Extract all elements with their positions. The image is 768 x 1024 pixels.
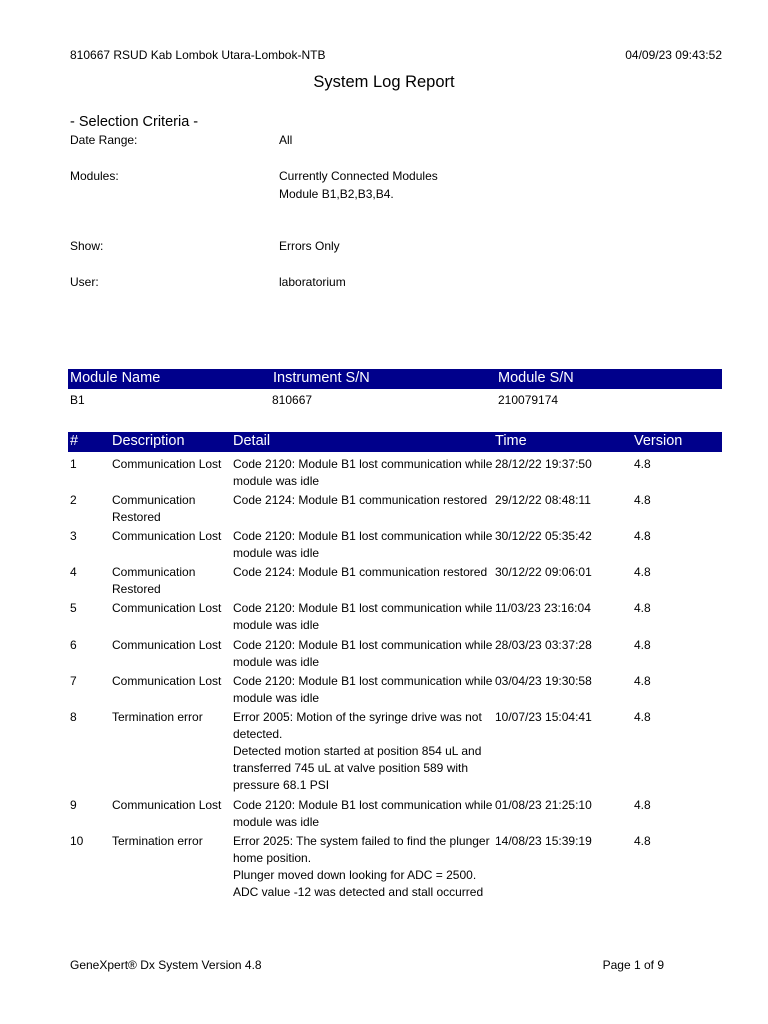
row-version: 4.8	[634, 601, 651, 615]
row-number: 4	[70, 565, 77, 579]
row-description: Communication Lost	[112, 601, 222, 615]
row-detail: Code 2120: Module B1 lost communication while module was idle	[233, 674, 493, 705]
num-header: #	[70, 433, 79, 449]
instrument-sn-cell: 810667	[272, 393, 313, 407]
row-number: 6	[70, 638, 77, 652]
row-detail: Code 2120: Module B1 lost communication while module was idle	[233, 457, 493, 488]
row-version: 4.8	[634, 638, 651, 652]
user-value: laboratorium	[279, 275, 346, 289]
row-description: Communication Lost	[112, 638, 222, 652]
row-detail: Code 2120: Module B1 lost communication while module was idle	[233, 638, 493, 669]
row-description: Communication Lost	[112, 457, 222, 471]
instrument-sn-header: Instrument S/N	[273, 370, 370, 386]
log-table-header	[68, 432, 722, 452]
row-number: 9	[70, 798, 77, 812]
row-description: Termination error	[112, 834, 203, 848]
row-number: 2	[70, 493, 77, 507]
show-label: Show:	[70, 239, 104, 253]
row-detail: Code 2124: Module B1 communication restored	[233, 493, 488, 507]
row-time: 14/08/23 15:39:19	[495, 834, 592, 848]
row-description: Communication Lost	[112, 529, 222, 543]
row-time: 30/12/22 05:35:42	[495, 529, 592, 543]
row-version: 4.8	[634, 457, 651, 471]
row-time: 11/03/23 23:16:04	[495, 601, 591, 615]
date-range-value: All	[279, 133, 293, 147]
row-detail: Code 2120: Module B1 lost communication while module was idle	[233, 601, 493, 632]
module-name-cell: B1	[70, 393, 85, 407]
detail-header: Detail	[233, 433, 271, 449]
show-value: Errors Only	[279, 239, 340, 253]
description-header: Description	[112, 433, 185, 449]
row-number: 5	[70, 601, 77, 615]
page-title: System Log Report	[313, 73, 455, 91]
row-version: 4.8	[634, 565, 651, 579]
row-time: 01/08/23 21:25:10	[495, 798, 592, 812]
row-number: 7	[70, 674, 77, 688]
row-description: Communication Lost	[112, 674, 222, 688]
module-name-header: Module Name	[70, 370, 161, 386]
module-sn-header: Module S/N	[498, 370, 574, 386]
row-version: 4.8	[634, 798, 651, 812]
row-time: 28/12/22 19:37:50	[495, 457, 592, 471]
row-number: 10	[70, 834, 84, 848]
module-table-header	[68, 369, 722, 389]
site-name: 810667 RSUD Kab Lombok Utara-Lombok-NTB	[70, 48, 326, 62]
row-time: 28/03/23 03:37:28	[495, 638, 592, 652]
modules-value-line1: Currently Connected Modules	[279, 169, 438, 183]
modules-label: Modules:	[70, 169, 119, 183]
row-version: 4.8	[634, 834, 651, 848]
user-label: User:	[70, 275, 99, 289]
row-number: 3	[70, 529, 77, 543]
module-sn-cell: 210079174	[498, 393, 559, 407]
row-detail: Error 2025: The system failed to find the plunger home position. Plunger moved down looking for ADC = 2500. ADC value -12 was detected and stall occurred	[233, 834, 490, 899]
row-detail: Error 2005: Motion of the syringe drive was not detected. Detected motion started at position 854 uL and transferred 745 uL at valve position 589 with pressure 68.1 PSI	[233, 710, 482, 792]
row-detail: Code 2120: Module B1 lost communication while module was idle	[233, 529, 493, 560]
row-time: 03/04/23 19:30:58	[495, 674, 592, 688]
row-time: 29/12/22 08:48:11	[495, 493, 591, 507]
date-range-label: Date Range:	[70, 133, 138, 147]
row-time: 30/12/22 09:06:01	[495, 565, 592, 579]
row-version: 4.8	[634, 710, 651, 724]
module-table-row	[68, 392, 722, 410]
footer-system-version: GeneXpert® Dx System Version 4.8	[70, 958, 262, 972]
row-detail: Code 2120: Module B1 lost communication while module was idle	[233, 798, 493, 829]
row-time: 10/07/23 15:04:41	[495, 710, 592, 724]
report-datetime: 04/09/23 09:43:52	[625, 48, 722, 62]
version-header: Version	[634, 433, 683, 449]
row-description: Termination error	[112, 710, 203, 724]
row-description: Communication Restored	[112, 493, 196, 524]
row-number: 8	[70, 710, 77, 724]
row-version: 4.8	[634, 529, 651, 543]
row-version: 4.8	[634, 674, 651, 688]
row-description: Communication Lost	[112, 798, 222, 812]
row-detail: Code 2124: Module B1 communication restored	[233, 565, 488, 579]
time-header: Time	[495, 433, 527, 449]
footer-page-info: Page 1 of 9	[602, 958, 664, 972]
row-description: Communication Restored	[112, 565, 196, 596]
row-version: 4.8	[634, 493, 651, 507]
criteria-heading: - Selection Criteria -	[70, 114, 199, 130]
row-number: 1	[70, 457, 77, 471]
modules-value-line2: Module B1,B2,B3,B4.	[279, 187, 394, 201]
